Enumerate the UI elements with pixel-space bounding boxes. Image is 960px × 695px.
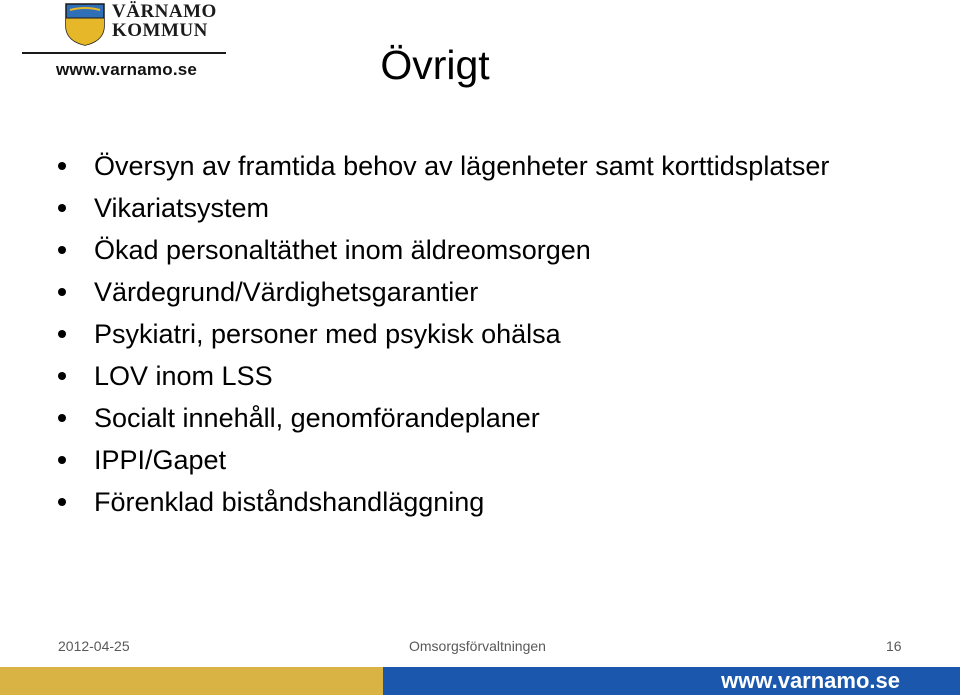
- logo-name-line1: VÄRNAMO: [112, 1, 217, 22]
- slide-number: 16: [886, 638, 902, 654]
- footer-organization: Omsorgsförvaltningen: [409, 638, 546, 654]
- bullet-text: Ökad personaltäthet inom äldreomsorgen: [94, 235, 591, 265]
- footer-band-url: www.varnamo.se: [721, 668, 900, 693]
- bullet-text: IPPI/Gapet: [94, 445, 227, 475]
- footer-date: 2012-04-25: [58, 638, 130, 654]
- bullet-text: LOV inom LSS: [94, 361, 273, 391]
- bullet-item: [50, 481, 930, 523]
- bullet-item: [50, 271, 930, 313]
- bullet-dot-icon: [58, 456, 66, 464]
- bullet-dot-icon: [58, 246, 66, 254]
- bullet-dot-icon: [58, 288, 66, 296]
- bullet-text: Vikariatsystem: [94, 193, 270, 223]
- bullet-item: [50, 229, 930, 271]
- bullet-dot-icon: [58, 372, 66, 380]
- bullet-item: [50, 397, 930, 439]
- bullet-dot-icon: [58, 162, 66, 170]
- bullet-item: [50, 439, 930, 481]
- bullet-list: [50, 145, 930, 523]
- bullet-dot-icon: [58, 498, 66, 506]
- bullet-item: [50, 313, 930, 355]
- logo-name: [112, 2, 217, 40]
- bullet-dot-icon: [58, 330, 66, 338]
- bullet-item: [50, 145, 930, 187]
- bullet-text: Översyn av framtida behov av lägenheter samt korttidsplatser: [94, 151, 830, 181]
- bullet-text: Värdegrund/Värdighetsgarantier: [94, 277, 479, 307]
- bullet-dot-icon: [58, 414, 66, 422]
- bullet-item: [50, 355, 930, 397]
- bullet-text: Psykiatri, personer med psykisk ohälsa: [94, 319, 561, 349]
- logo-name-line2: KOMMUN: [112, 20, 208, 41]
- logo-url: www.varnamo.se: [56, 60, 198, 79]
- bullet-text: Förenklad biståndshandläggning: [94, 487, 485, 517]
- footer-band-gold: [0, 667, 383, 695]
- bullet-text: Socialt innehåll, genomförandeplaner: [94, 403, 540, 433]
- bullet-dot-icon: [58, 204, 66, 212]
- bullet-item: [50, 187, 930, 229]
- slide-title: Övrigt: [380, 42, 490, 88]
